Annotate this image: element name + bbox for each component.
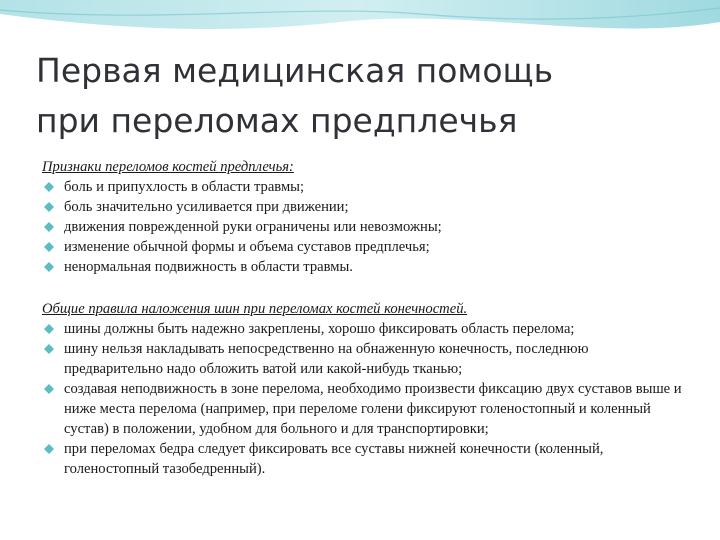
- diamond-bullet-icon: [44, 444, 54, 454]
- diamond-bullet-icon: [44, 182, 54, 192]
- list-item-text: боль значительно усиливается при движении;: [64, 199, 349, 215]
- diamond-bullet-icon: [44, 384, 54, 394]
- list-item-text: при переломах бедра следует фиксировать все суставы нижней конечности (коленный, голеностопный тазобедренный).: [64, 441, 604, 477]
- list-item: [42, 217, 690, 237]
- list-item-text: ненормальная подвижность в области травмы.: [64, 259, 353, 275]
- list-item-text: шину нельзя накладывать непосредственно на обнаженную конечность, последнюю предварительно надо обложить ватой или какой-нибудь тканью;: [64, 341, 589, 377]
- list-item: [42, 177, 690, 197]
- list-item: [42, 197, 690, 217]
- diamond-bullet-icon: [44, 324, 54, 334]
- section-heading-splint-rules: Общие правила наложения шин при переломах костей конечностей.: [42, 301, 468, 317]
- section-spacer: [42, 277, 690, 299]
- diamond-bullet-icon: [44, 242, 54, 252]
- list-item-text: боль и припухлость в области травмы;: [64, 179, 305, 195]
- list-item: [42, 237, 690, 257]
- section-heading-signs: Признаки переломов костей предплечья:: [42, 159, 294, 175]
- diamond-bullet-icon: [44, 262, 54, 272]
- title-line-1: Первая медицинская помощь: [36, 51, 554, 90]
- slide-title: [36, 46, 696, 146]
- diamond-bullet-icon: [44, 344, 54, 354]
- list-item: [42, 319, 690, 339]
- list-item-text: изменение обычной формы и объема суставов предплечья;: [64, 239, 430, 255]
- slide-content: [42, 157, 690, 479]
- splint-rules-list: [42, 319, 690, 479]
- signs-list: [42, 177, 690, 277]
- list-item-text: движения поврежденной руки ограничены или невозможны;: [64, 219, 442, 235]
- list-item-text: создавая неподвижность в зоне перелома, необходимо произвести фиксацию двух суставов выше и ниже места перелома (например, при переломе голени фиксируют голеностопный и коленный сустав) в положении, удобном для больного и для транспортировки;: [64, 381, 682, 437]
- list-item: [42, 439, 690, 479]
- list-item: [42, 339, 690, 379]
- title-line-2: при переломах предплечья: [36, 101, 518, 140]
- diamond-bullet-icon: [44, 222, 54, 232]
- diamond-bullet-icon: [44, 202, 54, 212]
- list-item: [42, 257, 690, 277]
- list-item: [42, 379, 690, 439]
- list-item-text: шины должны быть надежно закреплены, хорошо фиксировать область перелома;: [64, 321, 575, 337]
